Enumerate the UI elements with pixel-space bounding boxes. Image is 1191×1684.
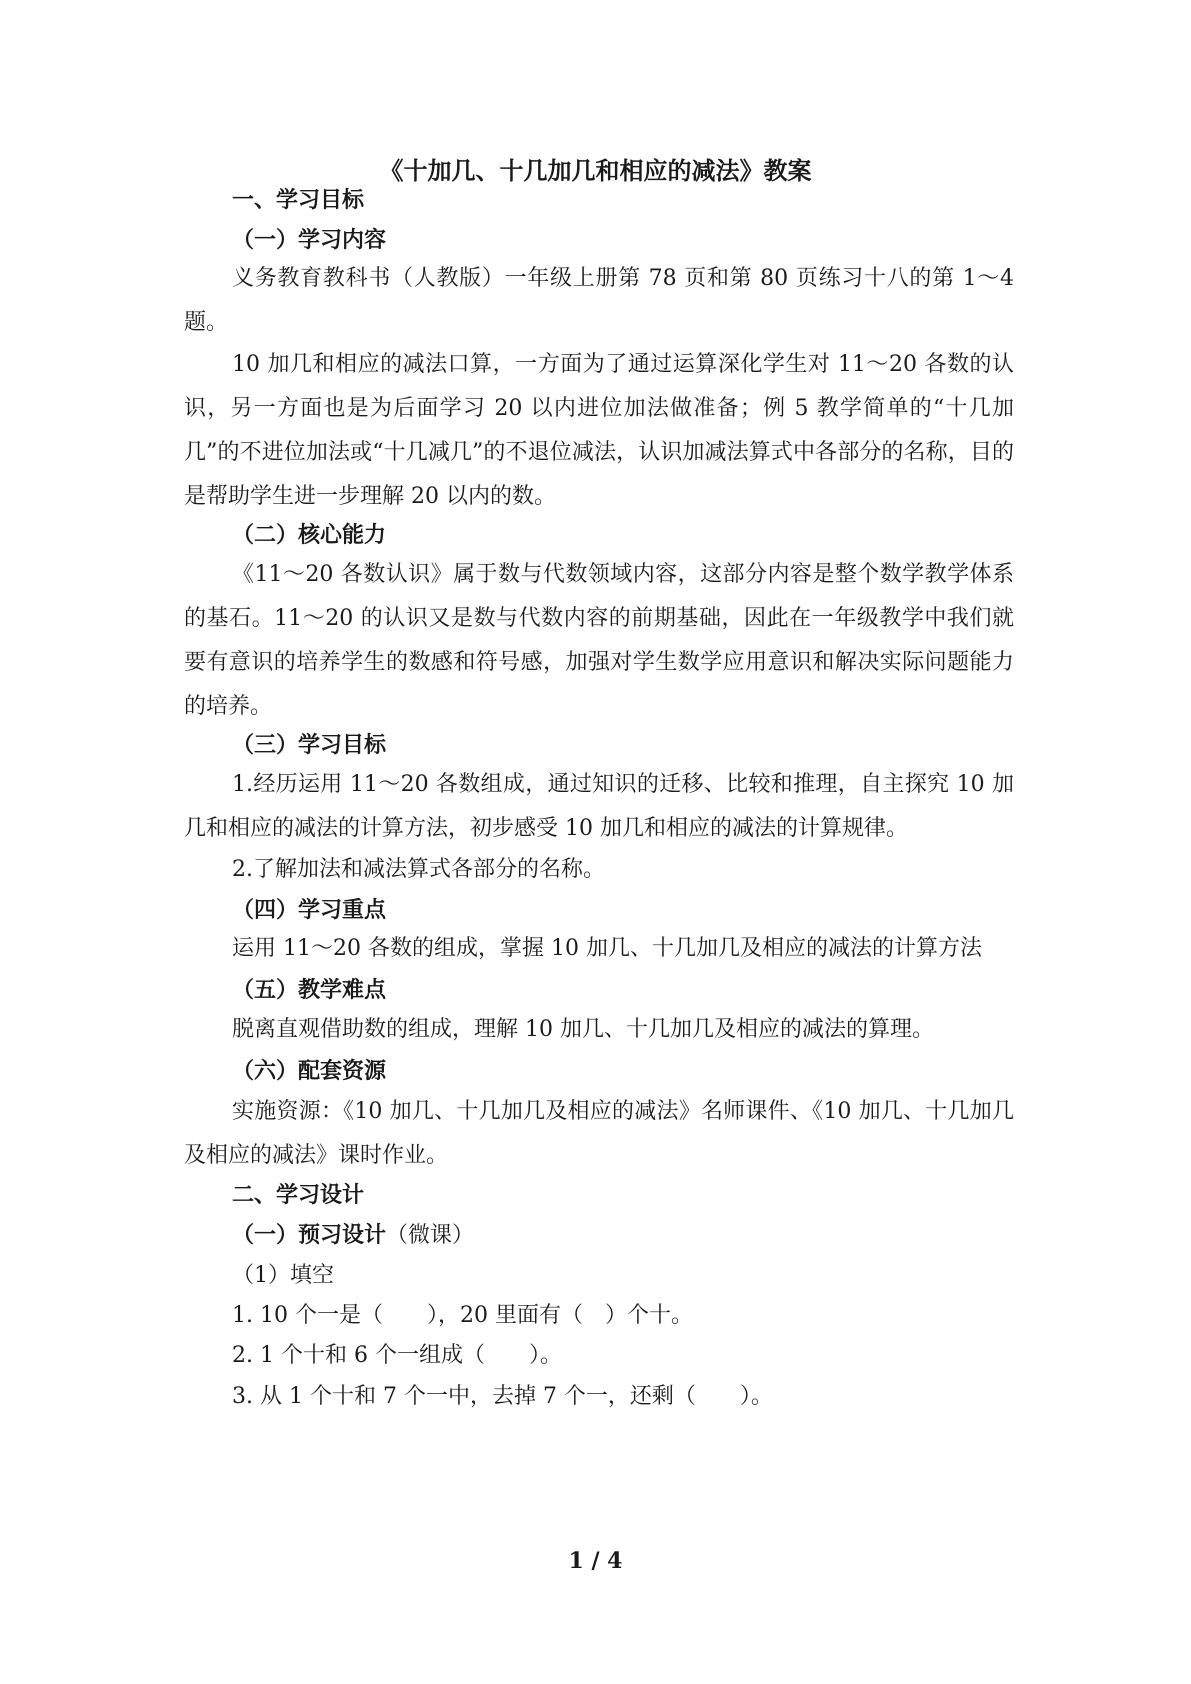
fill-blank-label: （1）填空 [232, 1263, 334, 1288]
preview-design-label: （一）预习设计 [232, 1222, 387, 1248]
paragraph-objective-2: 2.了解加法和减法算式各部分的名称。 [232, 857, 605, 882]
subsection-heading-preview-design [232, 1220, 474, 1251]
subsection-heading-objectives: （三）学习目标 [232, 732, 387, 758]
subsection-heading-resources: （六）配套资源 [232, 1058, 387, 1084]
page-number: 1 / 4 [568, 1548, 623, 1574]
paragraph-key-points: 运用 11～20 各数的组成，掌握 10 加几、十几加几及相应的减法的计算方法 [232, 936, 982, 961]
document-title: 《十加几、十几加几和相应的减法》教案 [379, 156, 812, 185]
paragraph-objective-1: 1.经历运用 11～20 各数组成，通过知识的迁移、比较和推理，自主探究 10 加几和相应的减法的计算方法，初步感受 10 加几和相应的减法的计算规律。 [184, 772, 1014, 841]
subsection-heading-difficulties: （五）教学难点 [232, 977, 387, 1003]
preview-design-note: （微课） [386, 1223, 475, 1248]
question-2: 2. 1 个十和 6 个一组成（ ）。 [232, 1343, 562, 1368]
subsection-heading-core-ability: （二）核心能力 [232, 522, 387, 548]
paragraph-resources: 实施资源：《10 加几、十几加几及相应的减法》名师课件、《10 加几、十几加几及相应的减法》课时作业。 [184, 1099, 1014, 1168]
paragraph-difficulties: 脱离直观借助数的组成，理解 10 加几、十几加几及相应的减法的算理。 [232, 1017, 934, 1042]
section-heading-learning-design: 二、学习设计 [232, 1182, 365, 1208]
question-1: 1. 10 个一是（ ），20 里面有（ ）个十。 [232, 1303, 693, 1328]
subsection-heading-content: （一）学习内容 [232, 227, 387, 253]
question-3: 3. 从 1 个十和 7 个一中，去掉 7 个一，还剩（ ）。 [232, 1384, 773, 1409]
paragraph-content-1: 义务教育教科书（人教版）一年级上册第 78 页和第 80 页练习十八的第 1～4 题。 [184, 266, 1014, 335]
paragraph-content-2: 10 加几和相应的减法口算，一方面为了通过运算深化学生对 11～20 各数的认识，另一方面也是为后面学习 20 以内进位加法做准备；例 5 教学简单的“十几加几”的不进位加法或“十几减几”的不退位减法，认识加减法算式中各部分的名称，目的是帮助学生进一步理解 20 以内的数。 [184, 352, 1014, 509]
subsection-heading-key-points: （四）学习重点 [232, 897, 387, 923]
paragraph-core-ability: 《11～20 各数认识》属于数与代数领域内容，这部分内容是整个数学教学体系的基石。11～20 的认识又是数与代数内容的前期基础，因此在一年级教学中我们就要有意识的培养学生的数感和符号感，加强对学生数学应用意识和解决实际问题能力的培养。 [184, 562, 1014, 719]
section-heading-learning-goals: 一、学习目标 [232, 187, 365, 213]
